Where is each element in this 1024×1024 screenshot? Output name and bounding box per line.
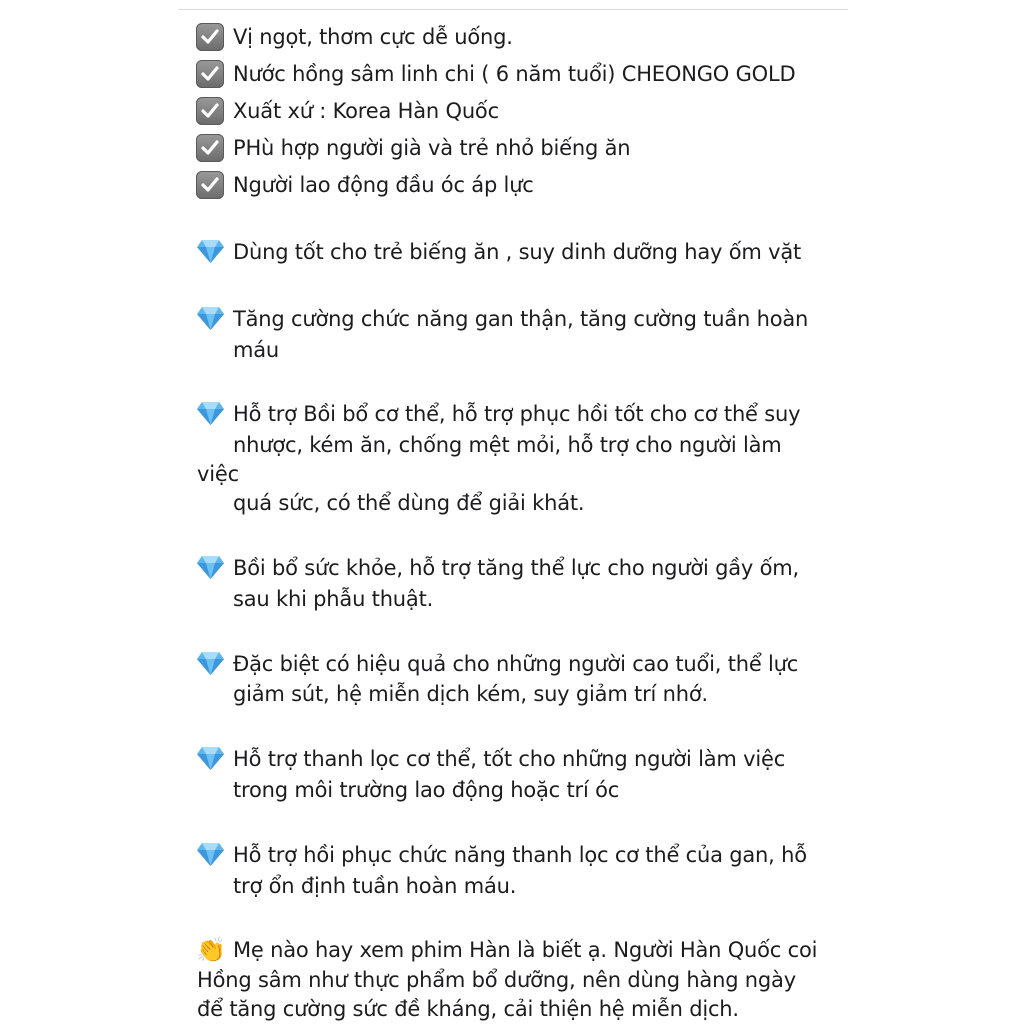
clapping-hands-icon: 👏 [196,936,226,964]
benefit-line: nhược, kém ăn, chống mệt mỏi, hỗ trợ cho người làm [233,433,782,457]
checklist-item: Nước hồng sâm linh chi ( 6 năm tuổi) CHEONGO GOLD [233,62,796,86]
benefit-line: máu [233,338,280,362]
check-box-icon [196,23,225,52]
benefit-line: Tăng cường chức năng gan thận, tăng cường tuần hoàn [233,307,809,331]
checklist-item: Xuất xứ : Korea Hàn Quốc [233,99,499,123]
gem-icon [196,650,225,679]
check-box-icon [196,60,225,89]
top-divider [178,9,848,10]
benefit-line: Bồi bổ sức khỏe, hỗ trợ tăng thể lực cho người gầy ốm, [233,556,799,580]
benefit-line: Đặc biệt có hiệu quả cho những người cao tuổi, thể lực [233,652,799,676]
benefit-line: việc [197,462,239,486]
check-box-icon [196,134,225,163]
gem-icon [196,841,225,870]
check-box-icon [196,97,225,126]
note-line: Mẹ nào hay xem phim Hàn là biết ạ. Người Hàn Quốc coi [233,938,818,962]
benefit-line: sau khi phẫu thuật. [233,587,434,611]
benefit-line: giảm sút, hệ miễn dịch kém, suy giảm trí nhớ. [233,682,708,706]
benefit-line: Hỗ trợ Bồi bổ cơ thể, hỗ trợ phục hồi tốt cho cơ thể suy [233,402,801,426]
benefit-line: trong môi trường lao động hoặc trí óc [233,778,620,802]
benefit-line: Hỗ trợ thanh lọc cơ thể, tốt cho những người làm việc [233,747,786,771]
note-line: Hồng sâm như thực phẩm bổ dưỡng, nên dùng hàng ngày [197,968,796,992]
gem-icon [196,554,225,583]
checklist-item: PHù hợp người già và trẻ nhỏ biếng ăn [233,136,631,160]
benefit-line: Hỗ trợ hồi phục chức năng thanh lọc cơ thể của gan, hỗ [233,843,807,867]
benefit-line: trợ ổn định tuần hoàn máu. [233,874,517,898]
gem-icon [196,238,225,267]
check-box-icon [196,171,225,200]
benefit-line: quá sức, có thể dùng để giải khát. [233,491,585,515]
note-line: để tăng cường sức đề kháng, cải thiện hệ miễn dịch. [197,997,739,1021]
checklist-item: Người lao động đầu óc áp lực [233,173,534,197]
benefit-line: Dùng tốt cho trẻ biếng ăn , suy dinh dưỡng hay ốm vặt [233,240,802,264]
gem-icon [196,745,225,774]
gem-icon [196,305,225,334]
gem-icon [196,400,225,429]
checklist-item: Vị ngọt, thơm cực dễ uống. [233,25,513,49]
